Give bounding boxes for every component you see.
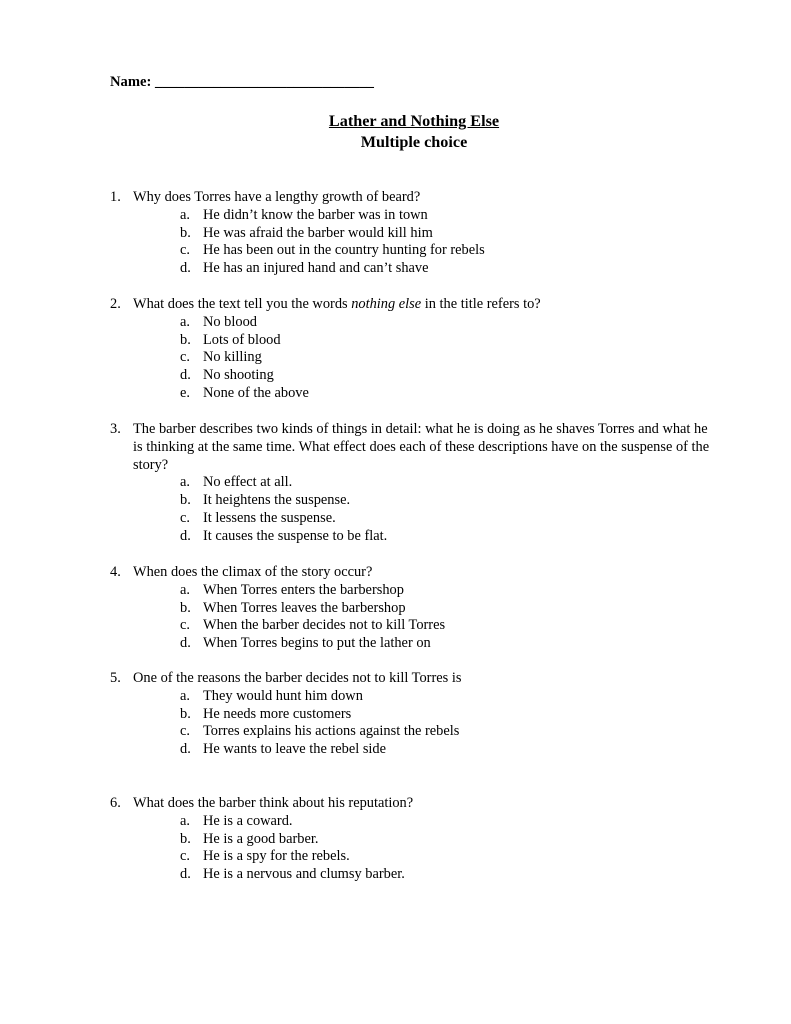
option-text: He needs more customers: [203, 705, 352, 722]
option-text: It lessens the suspense.: [203, 509, 336, 526]
option-c: [110, 349, 720, 367]
option-text: No effect at all.: [203, 474, 293, 491]
option-letter: d.: [180, 260, 191, 277]
question-3: [110, 421, 720, 546]
question-text: What does the barber think about his reputation?: [133, 795, 414, 811]
option-text: No killing: [203, 349, 262, 366]
option-letter: a.: [180, 474, 190, 491]
option-letter: d.: [180, 741, 191, 758]
option-letter: b.: [180, 705, 191, 722]
option-text: He is a coward.: [203, 812, 293, 829]
option-letter: a.: [180, 313, 190, 330]
option-b: [110, 831, 720, 849]
option-text: He is a nervous and clumsy barber.: [203, 866, 405, 883]
option-letter: b.: [180, 224, 191, 241]
option-text: He is a spy for the rebels.: [203, 848, 350, 865]
option-letter: d.: [180, 635, 191, 652]
option-text: When Torres leaves the barbershop: [203, 599, 406, 616]
question-stem: [110, 795, 720, 813]
option-text: He wants to leave the rebel side: [203, 741, 387, 758]
option-text: He has an injured hand and can’t shave: [203, 260, 429, 277]
question-number: 4.: [110, 564, 121, 580]
option-d: [110, 528, 720, 546]
option-letter: c.: [180, 848, 190, 865]
option-letter: b.: [180, 492, 191, 509]
option-text: He is a good barber.: [203, 830, 319, 847]
option-list: [110, 688, 720, 759]
option-text: He was afraid the barber would kill him: [203, 224, 433, 241]
option-e: [110, 385, 720, 403]
option-list: [110, 207, 720, 278]
option-b: [110, 225, 720, 243]
option-text: It causes the suspense to be flat.: [203, 527, 388, 544]
option-letter: b.: [180, 331, 191, 348]
option-letter: d.: [180, 866, 191, 883]
question-text: The barber describes two kinds of things in detail: what he is doing as he shaves Torres and what he is thinking at the same time. What effect does each of these descriptions have on the suspense of the story?: [133, 421, 710, 473]
option-letter: c.: [180, 509, 190, 526]
option-text: Lots of blood: [203, 331, 281, 348]
option-letter: d.: [180, 367, 191, 384]
option-letter: e.: [180, 384, 190, 401]
option-text: He didn’t know the barber was in town: [203, 206, 428, 223]
option-a: [110, 813, 720, 831]
question-4: [110, 564, 720, 653]
question-number: 5.: [110, 670, 121, 686]
option-d: [110, 866, 720, 884]
question-text: One of the reasons the barber decides not to kill Torres is: [133, 670, 462, 686]
option-text: No blood: [203, 313, 257, 330]
option-d: [110, 741, 720, 759]
page-title: Lather and Nothing Else: [328, 112, 500, 130]
option-b: [110, 492, 720, 510]
option-list: [110, 314, 720, 403]
option-text: They would hunt him down: [203, 687, 363, 704]
option-a: [110, 474, 720, 492]
question-stem: [110, 421, 720, 474]
option-c: [110, 510, 720, 528]
option-a: [110, 207, 720, 225]
option-text: When the barber decides not to kill Torres: [203, 617, 446, 634]
question-stem: [110, 189, 720, 207]
question-5: [110, 670, 720, 759]
option-letter: a.: [180, 206, 190, 223]
option-b: [110, 600, 720, 618]
question-number: 3.: [110, 421, 121, 437]
question-text-italic: nothing else: [351, 296, 422, 312]
option-letter: c.: [180, 723, 190, 740]
question-stem: [110, 296, 720, 314]
question-6: [110, 795, 720, 884]
title-block: [0, 111, 791, 153]
question-number: 1.: [110, 189, 121, 205]
option-letter: b.: [180, 599, 191, 616]
option-c: [110, 242, 720, 260]
question-1: [110, 189, 720, 278]
question-text: Why does Torres have a lengthy growth of beard?: [133, 189, 421, 205]
option-letter: a.: [180, 581, 190, 598]
option-b: [110, 332, 720, 350]
option-d: [110, 367, 720, 385]
option-text: No shooting: [203, 367, 274, 384]
option-text: When Torres begins to put the lather on: [203, 635, 431, 652]
option-letter: b.: [180, 830, 191, 847]
option-list: [110, 813, 720, 884]
option-text: It heightens the suspense.: [203, 492, 351, 509]
question-text: When does the climax of the story occur?: [133, 564, 373, 580]
question-text-start: What does the text tell you the words: [133, 296, 352, 312]
option-d: [110, 635, 720, 653]
option-a: [110, 582, 720, 600]
option-letter: c.: [180, 242, 190, 259]
option-c: [110, 848, 720, 866]
option-letter: c.: [180, 617, 190, 634]
question-number: 2.: [110, 296, 121, 312]
option-list: [110, 474, 720, 545]
option-text: He has been out in the country hunting for rebels: [203, 242, 485, 259]
option-letter: d.: [180, 527, 191, 544]
option-letter: a.: [180, 687, 190, 704]
question-stem: [110, 564, 720, 582]
option-b: [110, 706, 720, 724]
option-a: [110, 314, 720, 332]
option-list: [110, 582, 720, 653]
option-c: [110, 617, 720, 635]
name-blank-line: ______________________________: [155, 74, 374, 90]
name-field: [110, 74, 374, 92]
option-text: Torres explains his actions against the rebels: [203, 723, 460, 740]
option-d: [110, 260, 720, 278]
question-stem: [110, 670, 720, 688]
option-c: [110, 723, 720, 741]
question-number: 6.: [110, 795, 121, 811]
option-a: [110, 688, 720, 706]
page-subtitle: Multiple choice: [360, 133, 468, 151]
option-letter: a.: [180, 812, 190, 829]
option-text: When Torres enters the barbershop: [203, 581, 404, 598]
name-label: Name:: [110, 74, 152, 90]
option-text: None of the above: [203, 384, 309, 401]
question-2: [110, 296, 720, 403]
question-text-end: in the title refers to?: [421, 296, 541, 312]
option-letter: c.: [180, 349, 190, 366]
